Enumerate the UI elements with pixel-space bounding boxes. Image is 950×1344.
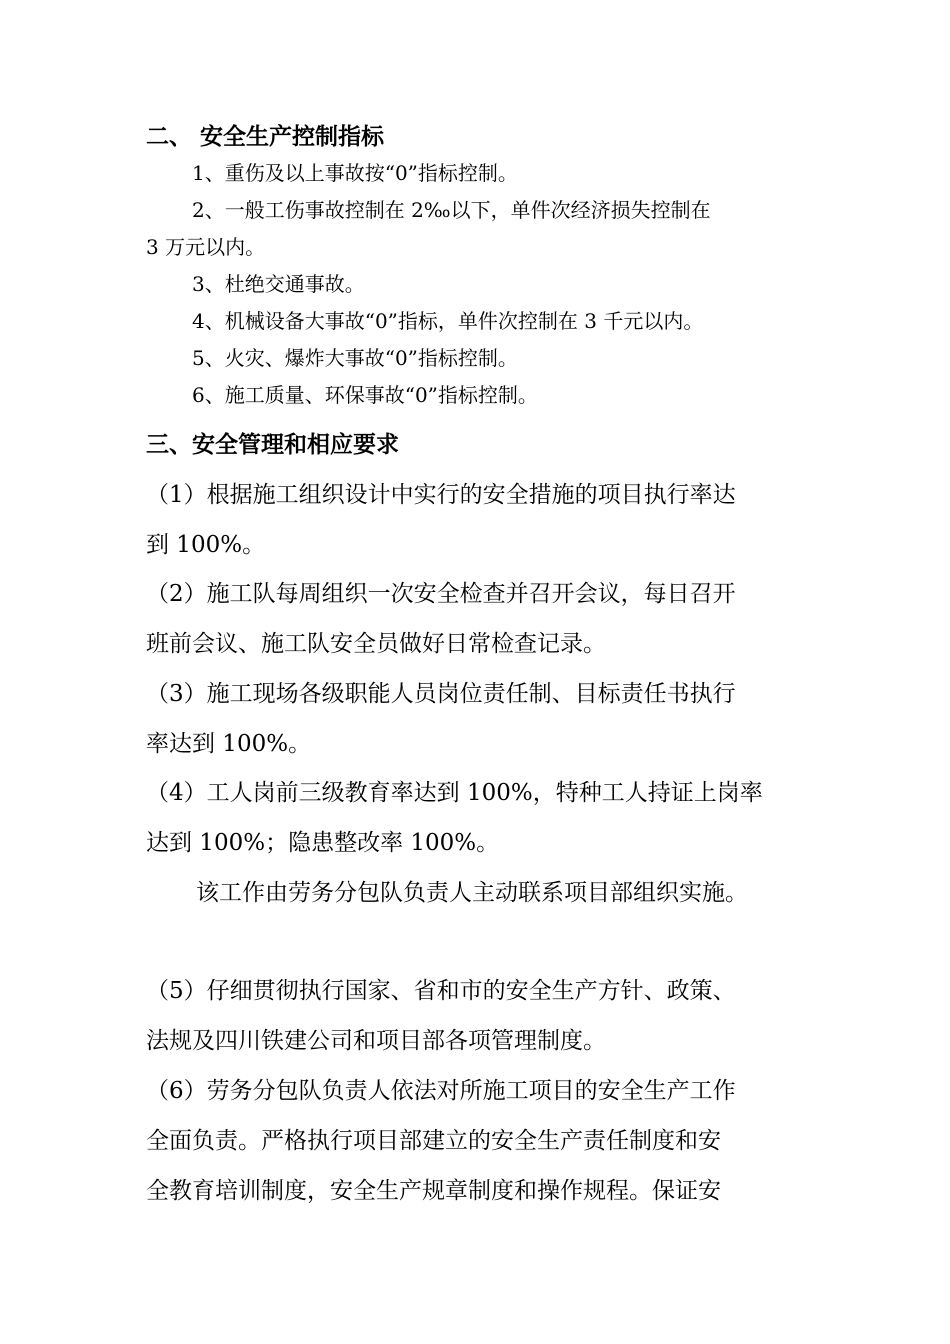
section2-item-1: 1、重伤及以上事故按“0”指标控制。 <box>192 161 518 185</box>
section3-line-3: （2）施工队每周组织一次安全检查并召开会议，每日召开 <box>146 581 736 607</box>
section3-line-5: （3）施工现场各级职能人员岗位责任制、目标责任书执行 <box>146 681 736 707</box>
section2-item-5: 5、火灾、爆炸大事故“0”指标控制。 <box>192 346 518 370</box>
section3-line-11: 法规及四川铁建公司和项目部各项管理制度。 <box>146 1028 606 1054</box>
section2-title: 二、 安全生产控制指标 <box>146 124 385 150</box>
section3-line-14: 全教育培训制度，安全生产规章制度和操作规程。保证安 <box>146 1178 721 1204</box>
section3-line-2: 到 100%。 <box>146 532 266 558</box>
section3-line-12: （6）劳务分包队负责人依法对所施工项目的安全生产工作 <box>146 1078 736 1104</box>
section3-line-1: （1）根据施工组织设计中实行的安全措施的项目执行率达 <box>146 482 736 508</box>
section3-line-6: 率达到 100%。 <box>146 731 312 757</box>
section2-item-6: 6、施工质量、环保事故“0”指标控制。 <box>192 383 538 407</box>
section3-line-8: 达到 100%；隐患整改率 100%。 <box>146 830 500 856</box>
section3-line-13: 全面负责。严格执行项目部建立的安全生产责任制度和安 <box>146 1128 721 1154</box>
section3-line-4: 班前会议、施工队安全员做好日常检查记录。 <box>146 631 606 657</box>
section3-title: 三、安全管理和相应要求 <box>146 432 399 458</box>
section3-line-9: 该工作由劳务分包队负责人主动联系项目部组织实施。 <box>196 880 748 906</box>
section3-line-7: （4）工人岗前三级教育率达到 100%，特种工人持证上岗率 <box>146 780 763 806</box>
section2-item-2: 2、一般工伤事故控制在 2‰以下，单件次经济损失控制在 <box>192 198 711 222</box>
section3-line-10: （5）仔细贯彻执行国家、省和市的安全生产方针、政策、 <box>146 978 736 1004</box>
section2-item-4: 4、机械设备大事故“0”指标，单件次控制在 3 千元以内。 <box>192 309 704 333</box>
section2-item-3: 3、杜绝交通事故。 <box>192 272 365 296</box>
section2-item-2-cont: 3 万元以内。 <box>146 235 266 259</box>
